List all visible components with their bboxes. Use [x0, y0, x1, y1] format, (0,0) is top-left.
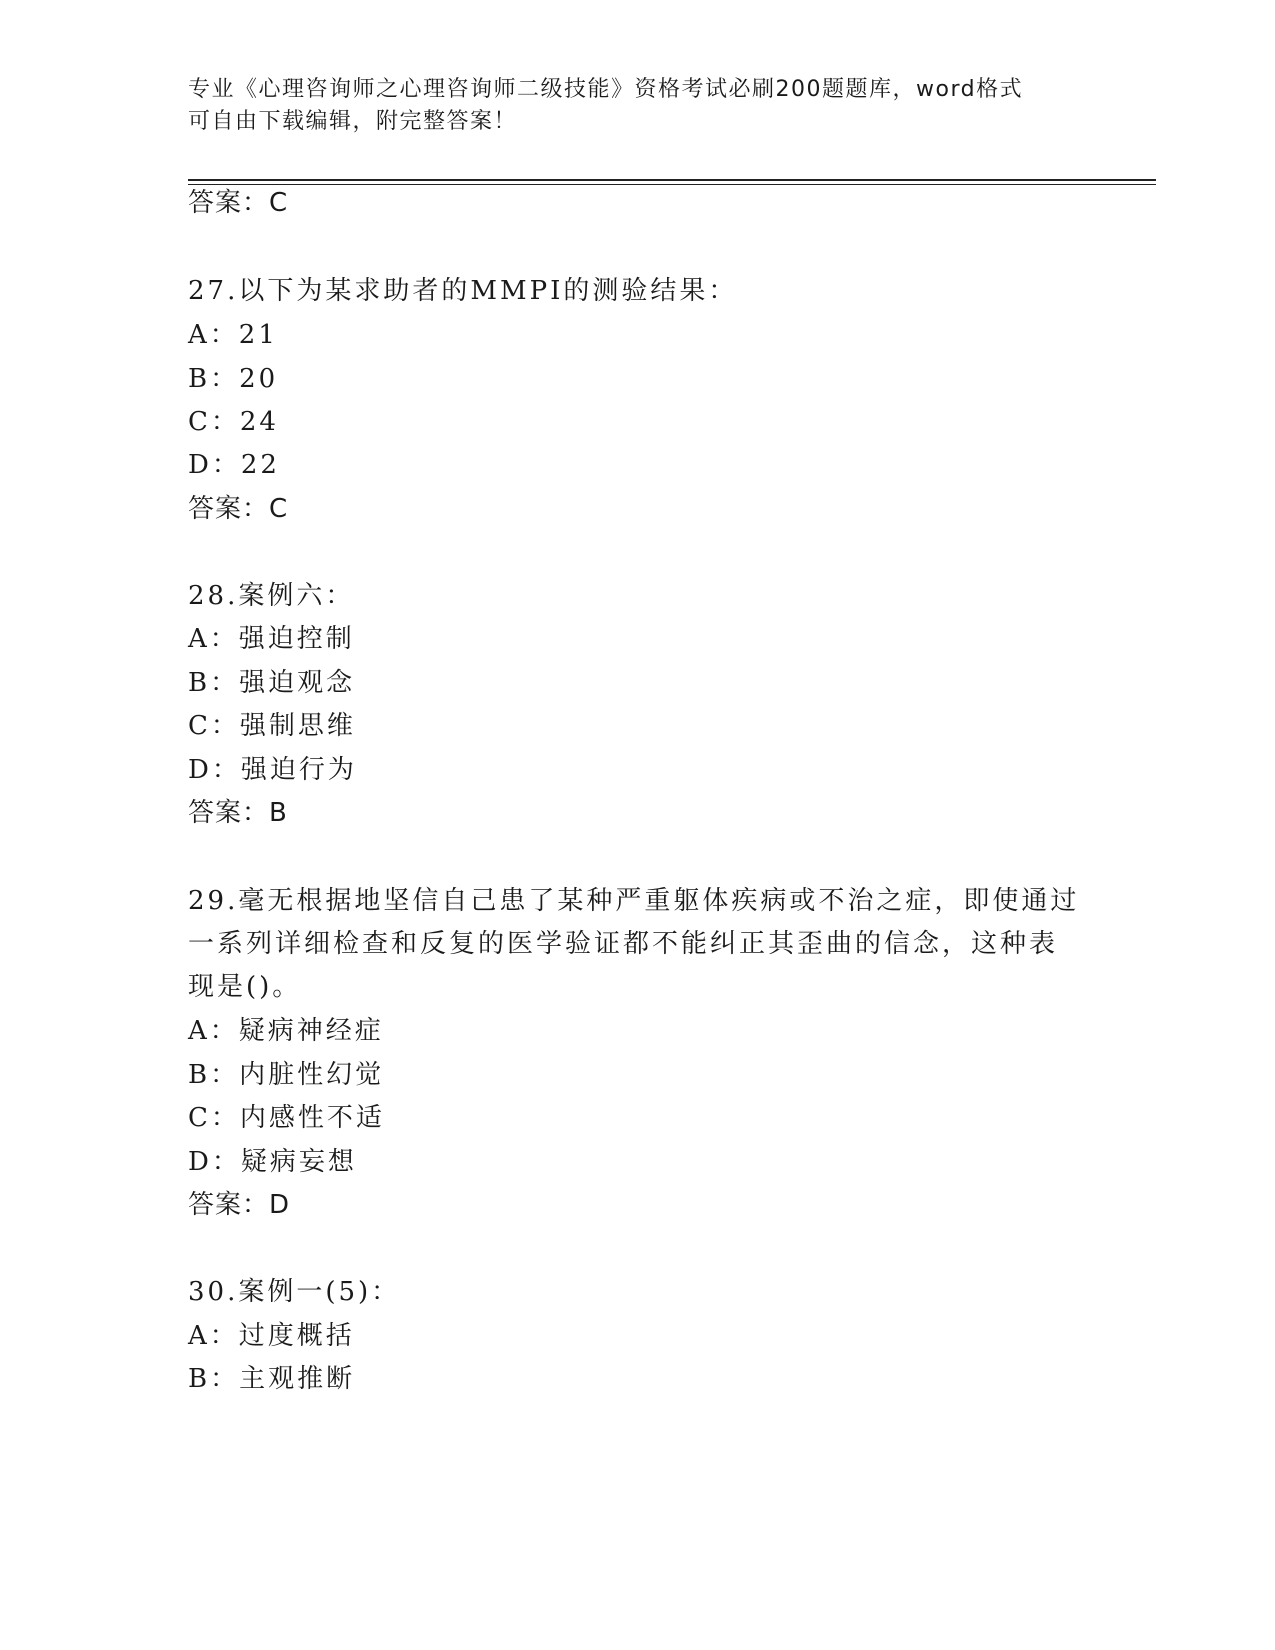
- answer-line: 答案：C: [188, 188, 289, 218]
- answer-line: 答案：C: [188, 494, 289, 524]
- option-c: C：强制思维: [188, 711, 356, 741]
- option-b: B：内脏性幻觉: [188, 1060, 385, 1090]
- option-b: B：20: [188, 364, 279, 394]
- document-header: [188, 74, 1088, 138]
- question-stem-27: 27.以下为某求助者的MMPI的测验结果：: [188, 276, 738, 306]
- header-line-2: 可自由下载编辑，附完整答案！: [188, 109, 518, 134]
- option-a: A：21: [188, 320, 278, 350]
- question-stem-29-line-2: 一系列详细检查和反复的医学验证都不能纠正其歪曲的信念，这种表: [188, 929, 1059, 959]
- question-stem-29-line-1: 29.毫无根据地坚信自己患了某种严重躯体疾病或不治之症，即使通过: [188, 886, 1080, 916]
- option-a: A：强迫控制: [188, 624, 355, 654]
- answer-line: 答案：B: [188, 798, 288, 828]
- header-line-1: 专业《心理咨询师之心理咨询师二级技能》资格考试必刷200题题库，word格式: [188, 77, 1024, 102]
- option-d: D：强迫行为: [188, 755, 357, 785]
- option-c: C：24: [188, 407, 279, 437]
- option-c: C：内感性不适: [188, 1103, 385, 1133]
- option-a: A：过度概括: [188, 1321, 355, 1351]
- question-stem-29-line-3: 现是()。: [188, 972, 302, 1002]
- option-a: A：疑病神经症: [188, 1016, 384, 1046]
- header-divider-thick: [188, 179, 1156, 181]
- question-stem-30: 30.案例一(5)：: [188, 1277, 401, 1307]
- option-d: D：22: [188, 450, 280, 480]
- question-stem-28: 28.案例六：: [188, 581, 355, 611]
- answer-line: 答案：D: [188, 1190, 291, 1220]
- option-d: D：疑病妄想: [188, 1147, 357, 1177]
- option-b: B：强迫观念: [188, 668, 356, 698]
- header-divider-thin: [188, 184, 1156, 185]
- option-b: B：主观推断: [188, 1364, 356, 1394]
